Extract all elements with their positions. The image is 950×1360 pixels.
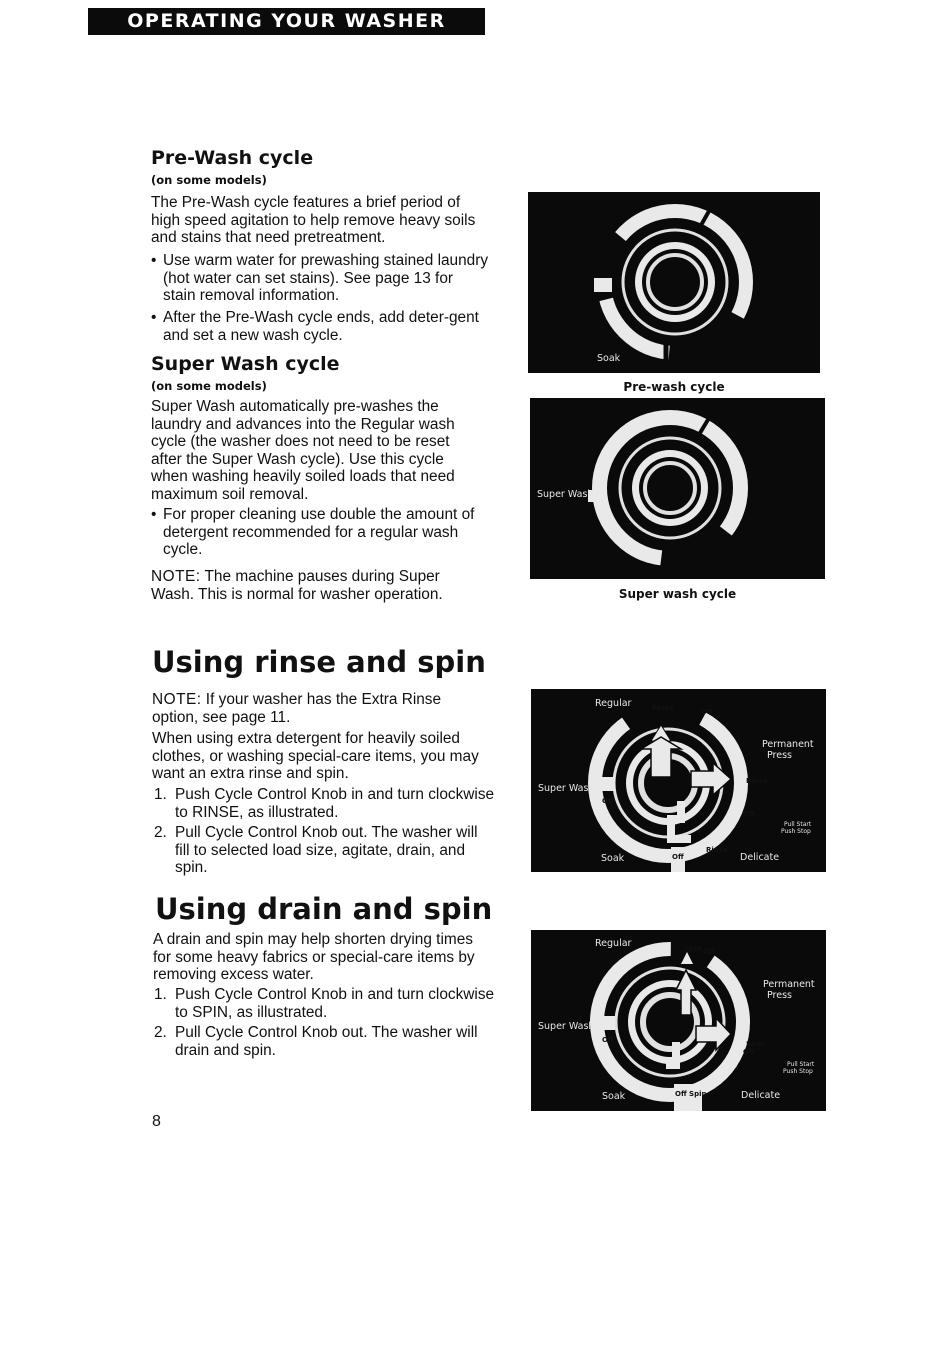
dial-label-spin-top: Spin [684, 945, 702, 953]
rinse-step-1: 1. Push Cycle Control Knob in and turn clockwise to RINSE, as illustrated. [154, 786, 495, 821]
rinse-intro: When using extra detergent for heavily soiled clothes, or washing special-care items, you may want an extra rinse and spin. [152, 730, 479, 783]
dial-label-press: Press [767, 750, 793, 761]
prewash-intro: The Pre-Wash cycle features a brief period of high speed agitation to help remove heavy soils and stains that need pretreatment. [151, 194, 476, 247]
dial-label-delicate: Delicate [741, 1090, 781, 1101]
dial-label-super-wash: Super Wash [537, 489, 594, 500]
dial-label-super-wash: Super Wash [538, 783, 595, 794]
dial-label-off-spin: Off Spin [675, 1090, 707, 1098]
dial-label-off-bottom: Off [672, 853, 684, 861]
superwash-intro: Super Wash automatically pre-washes the laundry and advances into the Regular wash cycle (the washer does not need to be reset after the Super Wash cycle). Use this cycle when washing heavily soiled loads that need maximum soil removal. [151, 398, 455, 503]
rinse-dial-graphic [531, 689, 826, 872]
superwash-bullet-1: • For proper cleaning use double the amount of detergent recommended for a regular wash cycle. [151, 506, 475, 559]
prewash-subtitle: (on some models) [151, 173, 267, 187]
dial-label-pull-start: Pull Start [784, 821, 812, 828]
dial-label-super-wash: Super Wash [538, 1021, 595, 1032]
dial-label-pull-start: Pull Start [787, 1061, 815, 1068]
dial-label-off-left: Off [602, 1036, 614, 1044]
dial-label-off-right: Off [743, 1048, 755, 1056]
drain-dial-figure [531, 930, 826, 1111]
dial-label-delicate: Delicate [740, 852, 780, 863]
prewash-dial-graphic [528, 192, 820, 373]
dial-label-regular: Regular [595, 938, 632, 949]
drain-step-1: 1. Push Cycle Control Knob in and turn clockwise to SPIN, as illustrated. [154, 986, 495, 1021]
superwash-note: NOTE: The machine pauses during Super Wash. This is normal for washer operation. [151, 568, 443, 603]
section-banner: OPERATING YOUR WASHER [88, 8, 485, 35]
dial-label-rinse-bottom: Rinse [706, 846, 728, 854]
dial-label-rinse-top: Rinse [652, 704, 674, 712]
dial-label-rinse-right: Rinse [746, 777, 768, 785]
drain-heading: Using drain and spin [155, 892, 493, 926]
drain-intro: A drain and spin may help shorten drying times for some heavy fabrics or special-care items by removing excess water. [153, 931, 475, 984]
drain-step-2: 2. Pull Cycle Control Knob out. The washer will drain and spin. [154, 1024, 478, 1059]
superwash-figure-caption: Super wash cycle [618, 587, 737, 601]
dial-label-off-top: Off [703, 948, 715, 956]
dial-label-soak: Soak [597, 353, 621, 364]
dial-label-soak: Soak [602, 1091, 626, 1102]
prewash-dial-figure [528, 192, 820, 373]
superwash-title: Super Wash cycle [151, 353, 340, 375]
dial-label-off-right: Off [743, 810, 755, 818]
dial-label-press: Press [767, 990, 793, 1001]
superwash-dial-figure [530, 398, 825, 579]
dial-label-push-stop: Push Stop [783, 1068, 813, 1075]
dial-label-permanent: Permanent [762, 739, 814, 750]
dial-label-spin-right: Spin [746, 1040, 764, 1048]
dial-label-off-left: Off [602, 797, 614, 805]
dial-label-off-top: Off [701, 708, 713, 716]
prewash-title: Pre-Wash cycle [151, 147, 314, 169]
prewash-figure-caption: Pre-wash cycle [623, 380, 725, 394]
prewash-bullet-2: • After the Pre-Wash cycle ends, add deter-gent and set a new wash cycle. [151, 309, 479, 344]
page-number: 8 [152, 1113, 161, 1130]
prewash-bullet-1: • Use warm water for prewashing stained laundry (hot water can set stains). See page 13 for stain removal information. [151, 252, 489, 305]
superwash-subtitle: (on some models) [151, 379, 267, 393]
dial-label-permanent: Permanent [763, 979, 815, 990]
rinse-note: NOTE: If your washer has the Extra Rinse option, see page 11. [152, 691, 442, 726]
dial-label-regular: Regular [595, 698, 632, 709]
rinse-dial-figure [531, 689, 826, 872]
dial-label-push-stop: Push Stop [781, 828, 811, 835]
rinse-step-2: 2. Pull Cycle Control Knob out. The washer will fill to selected load size, agitate, drain, and spin. [154, 824, 478, 877]
dial-label-soak: Soak [601, 853, 625, 864]
rinse-heading: Using rinse and spin [152, 645, 486, 679]
